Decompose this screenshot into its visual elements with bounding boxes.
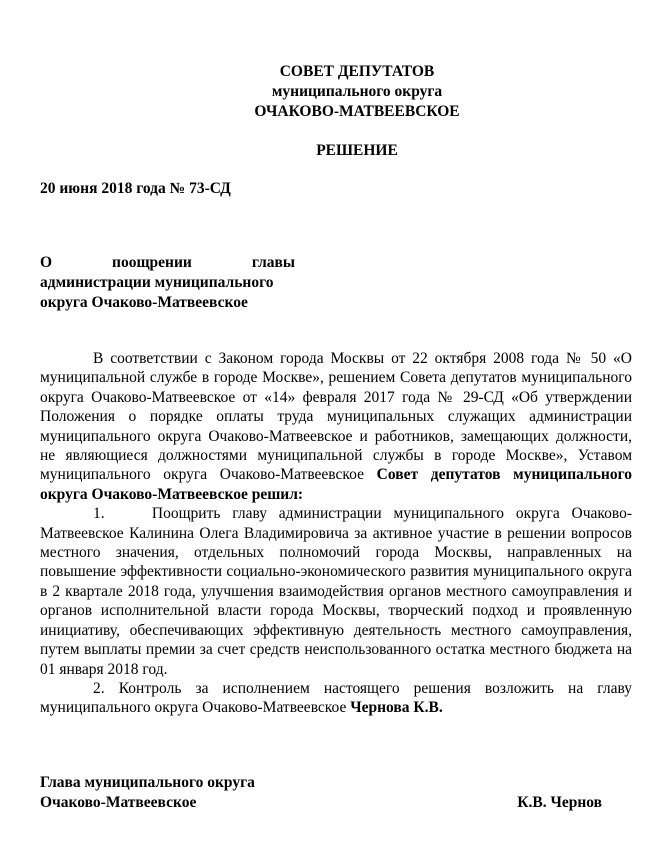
item-1 — [40, 504, 632, 679]
date-number: 20 июня 2018 года № 73-СД — [40, 180, 231, 197]
decision-subject — [40, 253, 295, 313]
subject-word-3: главы — [251, 254, 295, 271]
item-1-text: Поощрить главу администрации муниципального округа Очаково-Матвеевское Калинина Олега Владимировича за активное участие в решении вопросов местного значения, отдельных полномочий города Москвы, направленных на повышение эффективности социально-экономического развития муниципального округа в 2 квартале 2018 года, улучшения взаимодействия органов местного самоуправления и органов исполнительной власти города Москвы, творческий подход и проявленную инициативу, обеспечивающих эффективную деятельность местного самоуправления, путем выплаты премии за счет средств неиспользованного остатка местного бюджета на 01 января 2018 год. — [40, 505, 633, 678]
preamble-resolution: Совет депутатов муниципального округа Очаково-Матвеевское решил: — [40, 466, 632, 503]
signatory-title-line-1: Глава муниципального округа — [40, 774, 255, 791]
decision-body — [40, 349, 632, 718]
council-title: СОВЕТ ДЕПУТАТОВ — [279, 63, 435, 80]
item-2-text: Контроль за исполнением настоящего решения возложить на главу муниципального округа Очаково-Матвеевское — [40, 679, 633, 717]
preamble-text: В соответствии с Законом города Москвы от 22 октября 2008 года № 50 «О муниципальной службе в городе Москве», решением Совета депутатов муниципального округа Очаково-Матвеевское от «14» февраля 2017 года № 29-СД «Об утверждении Положения о порядке оплаты труда муниципальных служащих администрации муниципального округа Очаково-Матвеевское и работников, замещающих должности, не являющиеся должностями муниципальной службы в городе Москве», Уставом муниципального округа Очаково-Матвеевское — [40, 350, 632, 484]
item-2-number: 2. — [93, 679, 105, 697]
subject-word-2: поощрении — [112, 254, 192, 271]
signature-block — [40, 773, 602, 813]
subject-line-3: округа Очаково-Матвеевское — [40, 294, 248, 311]
item-2-responsible: Чернова К.В. — [350, 699, 443, 717]
document-type: РЕШЕНИЕ — [316, 142, 398, 159]
signatory-title-line-2: Очаково-Матвеевское — [40, 794, 197, 811]
council-subtitle: муниципального округа — [271, 83, 443, 100]
signatory-name: К.В. Чернов — [517, 794, 602, 811]
subject-line-2: администрации муниципального — [40, 274, 274, 291]
item-2 — [40, 679, 632, 718]
item-1-number: 1. — [93, 505, 105, 523]
district-name: ОЧАКОВО-МАТВЕЕВСКОЕ — [254, 103, 460, 120]
subject-word-1: О — [40, 254, 53, 271]
preamble-paragraph — [40, 349, 632, 504]
